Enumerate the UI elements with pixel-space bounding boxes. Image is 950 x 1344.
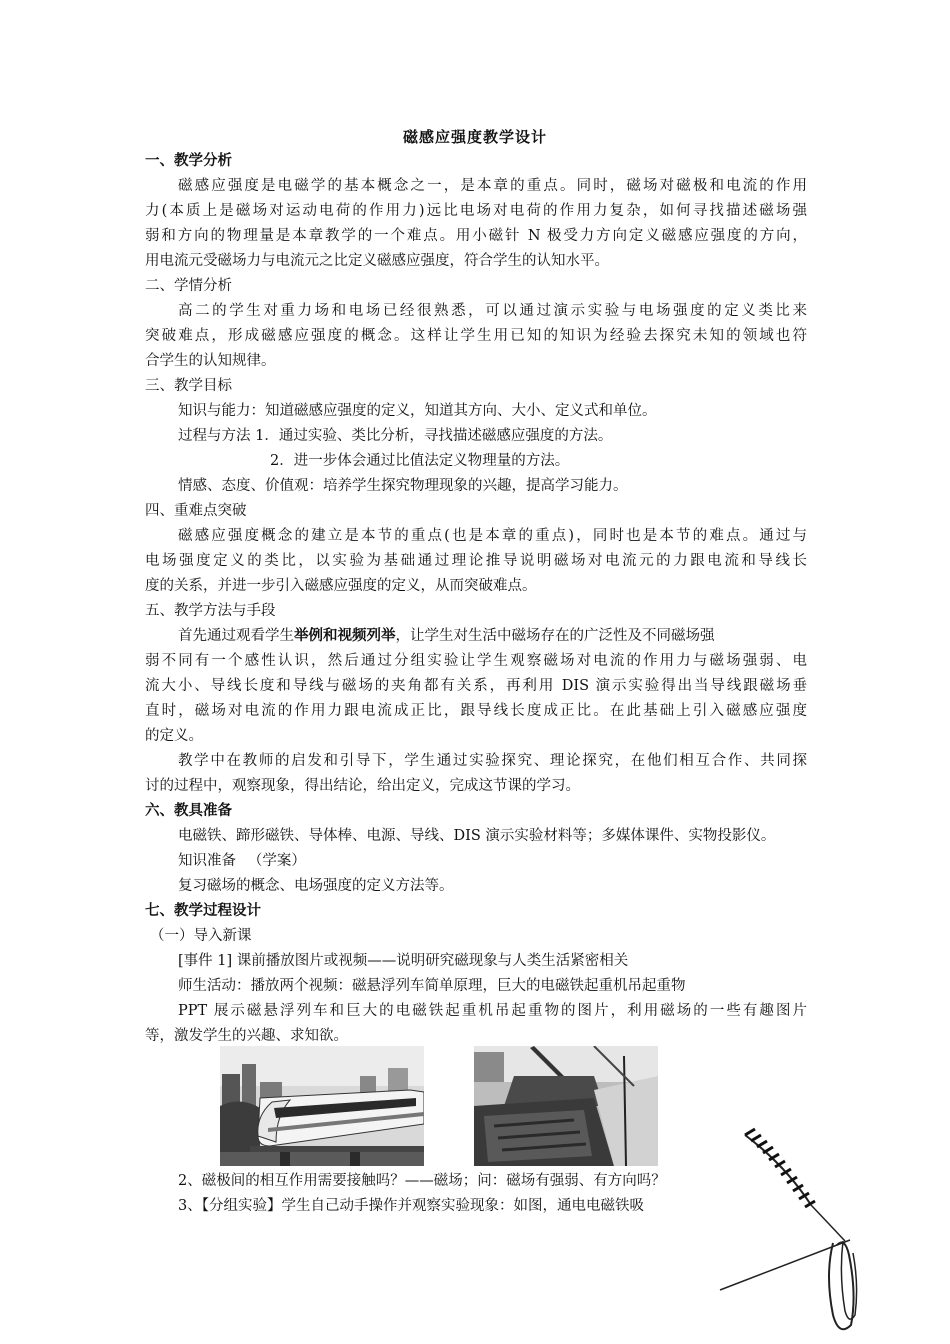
paragraph-line: 用电流元受磁场力与电流元之比定义磁感应强度，符合学生的认知水平。 <box>145 253 609 269</box>
electromagnet-crane-photo <box>474 1046 658 1166</box>
paragraph-line: 电场强度定义的类比，以实验为基础通过理论推导说明磁场对电流元的力跟电流和导线长 <box>145 553 807 569</box>
paragraph-line: 复习磁场的概念、电场强度的定义方法等。 <box>178 878 454 894</box>
paragraph-line: 知识准备 （学案） <box>178 853 306 869</box>
section-heading-7: 七、教学过程设计 <box>145 903 261 919</box>
paragraph-line: 知识与能力：知道磁感应强度的定义，知道其方向、大小、定义式和单位。 <box>178 403 657 419</box>
paragraph-line: 电磁铁、蹄形磁铁、导体棒、电源、导线、DIS 演示实验材料等；多媒体课件、实物投影仪。 <box>178 828 776 844</box>
paragraph-line: 师生活动：播放两个视频：磁悬浮列车简单原理，巨大的电磁铁起重机吊起重物 <box>178 978 686 994</box>
section-heading-4: 四、重难点突破 <box>145 503 247 519</box>
section-heading-3: 三、教学目标 <box>145 378 232 394</box>
paragraph-line: 2、磁极间的相互作用需要接触吗？——磁场；问：磁场有强弱、有方向吗？ <box>178 1173 666 1189</box>
paragraph-line: 直时，磁场对电流的作用力跟电流成正比，跟导线长度成正比。在此基础上引入磁感应强度 <box>145 703 807 719</box>
paragraph-line: 过程与方法 1．通过实验、类比分析，寻找描述磁感应强度的方法。 <box>178 428 613 444</box>
paragraph-line: 合学生的认知规律。 <box>145 353 276 369</box>
paragraph-line: 突破难点，形成磁感应强度的概念。这样让学生用已知的知识为经验去探究未知的领域也符 <box>145 328 807 344</box>
section-heading-2: 二、学情分析 <box>145 278 232 294</box>
paragraph-line: 流大小、导线长度和导线与磁场的夹角都有关系，再利用 DIS 演示实验得出当导线跟磁场垂 <box>145 678 807 694</box>
text-run: ，让学生对生活中磁场存在的广泛性及不同磁场强 <box>395 628 715 644</box>
section-heading-1: 一、教学分析 <box>145 153 232 169</box>
paragraph-line: 讨的过程中，观察现象，得出结论，给出定义，完成这节课的学习。 <box>145 778 580 794</box>
paragraph-line: PPT 展示磁悬浮列车和巨大的电磁铁起重机吊起重物的图片，利用磁场的一些有趣图片 <box>178 1003 807 1019</box>
paragraph-line <box>178 625 715 647</box>
paragraph-line: 度的关系，并进一步引入磁感应强度的定义，从而突破难点。 <box>145 578 537 594</box>
paragraph-line: 教学中在教师的启发和引导下，学生通过实验探究、理论探究，在他们相互合作、共同探 <box>178 753 807 769</box>
paragraph-line: 2．进一步体会通过比值法定义物理量的方法。 <box>270 453 570 469</box>
paragraph-line: [事件 1] 课前播放图片或视频——说明研究磁现象与人类生活紧密相关 <box>178 953 629 969</box>
subsection-heading: （一）导入新课 <box>150 928 252 944</box>
section-heading-6: 六、教具准备 <box>145 803 232 819</box>
section-heading-5: 五、教学方法与手段 <box>145 603 276 619</box>
paragraph-line: 弱和方向的物理量是本章教学的一个难点。用小磁针 N 极受力方向定义磁感应强度的方向， <box>145 228 807 244</box>
paragraph-line: 的定义。 <box>145 728 203 744</box>
paragraph-line: 3、【分组实验】学生自己动手操作并观察实验现象：如图，通电电磁铁吸 <box>178 1198 644 1214</box>
paragraph-line: 力(本质上是磁场对运动电荷的作用力)远比电场对电荷的作用力复杂，如何寻找描述磁场强 <box>145 203 807 219</box>
emphasized-text: 举例和视频列举 <box>294 628 396 644</box>
maglev-train-photo <box>220 1046 424 1166</box>
paperclip-decoration-icon <box>715 1125 950 1344</box>
text-run: 首先通过观看学生 <box>178 628 294 644</box>
page-title: 磁感应强度教学设计 <box>402 128 547 146</box>
paragraph-line: 情感、态度、价值观：培养学生探究物理现象的兴趣，提高学习能力。 <box>178 478 628 494</box>
paragraph-line: 高二的学生对重力场和电场已经很熟悉，可以通过演示实验与电场强度的定义类比来 <box>178 303 807 319</box>
paragraph-line: 磁感应强度是电磁学的基本概念之一，是本章的重点。同时，磁场对磁极和电流的作用 <box>178 178 807 194</box>
paragraph-line: 等，激发学生的兴趣、求知欲。 <box>145 1028 348 1044</box>
paragraph-line: 弱不同有一个感性认识，然后通过分组实验让学生观察磁场对电流的作用力与磁场强弱、电 <box>145 653 807 669</box>
paragraph-line: 磁感应强度概念的建立是本节的重点(也是本章的重点)，同时也是本节的难点。通过与 <box>178 528 807 544</box>
